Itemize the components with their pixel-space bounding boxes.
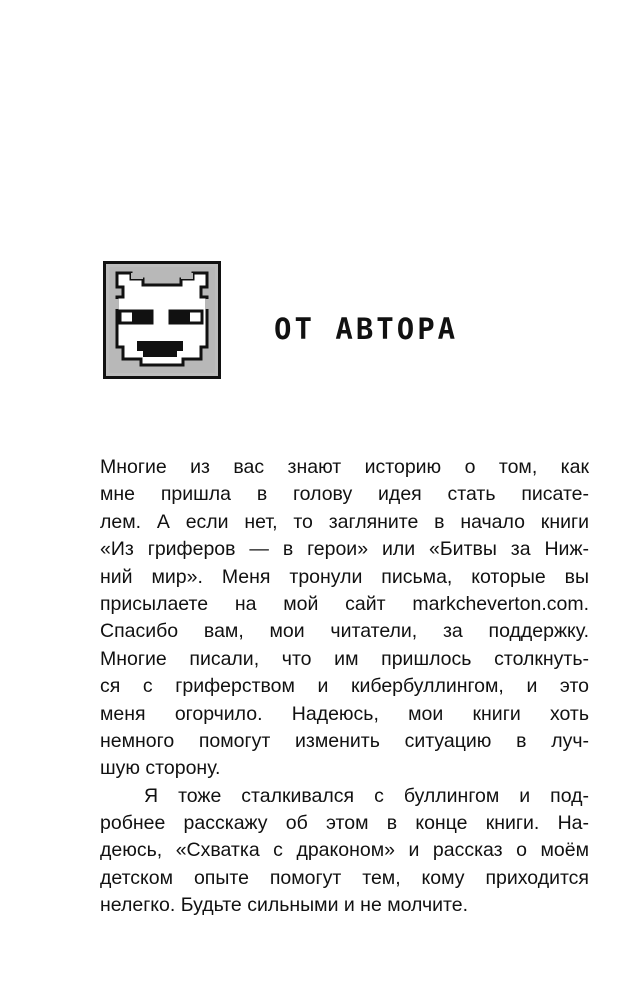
text-line: нелегко. Будьте сильными и не молчите. <box>100 894 469 917</box>
text-line: «Из гриферов — в герои» или «Битвы за Ниж- <box>100 538 589 561</box>
text-line: мне пришла в голову идея стать писате- <box>100 483 589 506</box>
text-line: присылаете на мой сайт markcheverton.com. <box>100 592 589 615</box>
paragraph-2 <box>100 783 589 920</box>
creeper-face-icon <box>103 261 221 379</box>
text-line: Спасибо вам, мои читатели, за поддержку. <box>100 620 589 643</box>
text-line: шую сторону. <box>100 757 221 780</box>
text-line: ся с гриферством и кибербуллингом, и это <box>100 675 589 698</box>
chapter-title: ОТ АВТОРА <box>274 312 459 346</box>
text-line: меня огорчило. Надеюсь, мои книги хоть <box>100 702 589 725</box>
text-line: Многие писали, что им пришлось столкнуть- <box>100 647 589 670</box>
body-text <box>100 454 589 920</box>
text-line: немного помогут изменить ситуацию в луч- <box>100 729 589 752</box>
text-line: детском опыте помогут тем, кому приходится <box>100 866 589 889</box>
text-line: Я тоже сталкивался с буллингом и под- <box>144 784 589 807</box>
text-line: Многие из вас знают историю о том, как <box>100 456 589 478</box>
text-line: робнее расскажу об этом в конце книги. На- <box>100 812 589 835</box>
text-line: ний мир». Меня тронули письма, которые вы <box>100 565 589 588</box>
paragraph-1 <box>100 454 589 783</box>
text-line: деюсь, «Схватка с драконом» и рассказ о моём <box>100 839 589 862</box>
text-line: лем. А если нет, то загляните в начало книги <box>100 510 589 533</box>
